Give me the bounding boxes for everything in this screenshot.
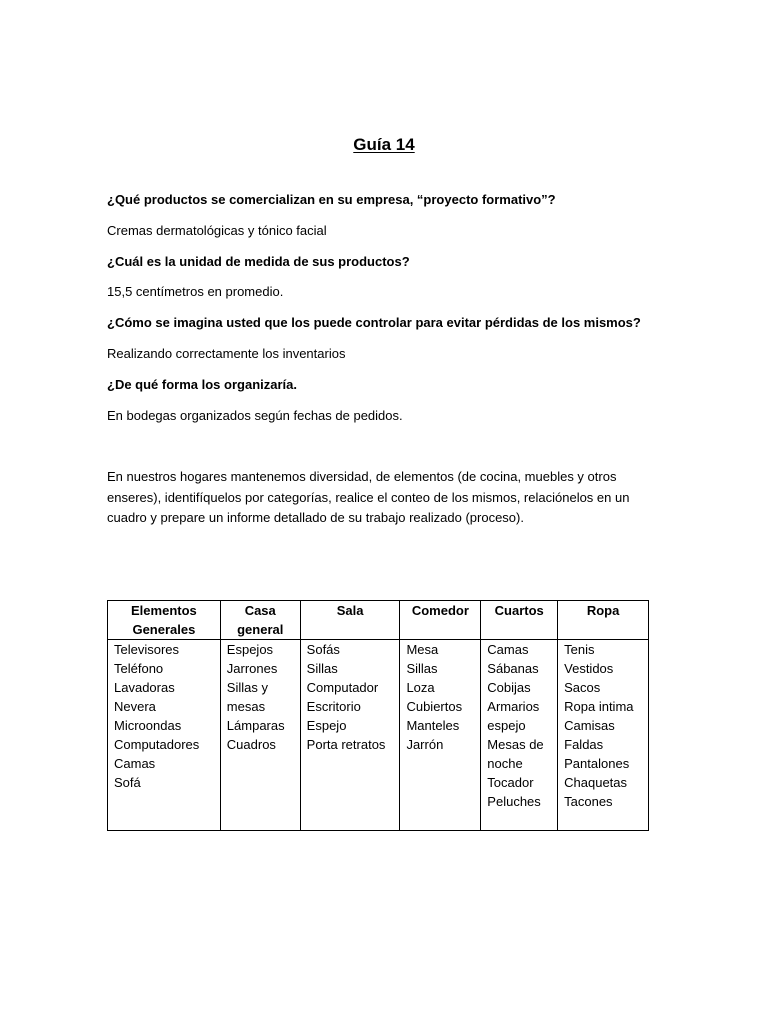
answer-1: Cremas dermatológicas y tónico facial: [107, 222, 327, 238]
list-item: Jarrón: [406, 737, 444, 752]
question-answer-section: [107, 190, 667, 436]
list-item: Armarios espejo: [487, 699, 540, 733]
list-item: Camas: [114, 756, 156, 771]
list-item: Faldas: [564, 737, 604, 752]
list-item: Sillas: [406, 661, 438, 676]
item-list: [227, 640, 294, 754]
list-item: Porta retratos: [306, 737, 386, 752]
inventory-table: [107, 600, 649, 831]
list-item: Sofás: [306, 642, 340, 657]
cell-sala: [300, 640, 400, 831]
header-ropa: Ropa: [558, 601, 649, 640]
list-item: Sacos: [564, 680, 601, 695]
list-item: Chaquetas: [564, 775, 628, 790]
question-3: ¿Cómo se imagina usted que los puede controlar para evitar pérdidas de los mismos?: [107, 315, 641, 331]
list-item: Escritorio: [306, 699, 361, 714]
list-item: Sofá: [114, 775, 141, 790]
header-comedor: Comedor: [400, 601, 481, 640]
list-item: Mesas de noche: [487, 737, 544, 771]
list-item: Sillas: [306, 661, 338, 676]
list-item: Tacones: [564, 794, 613, 809]
list-item: Pantalones: [564, 756, 630, 771]
list-item: Jarrones: [226, 661, 278, 676]
question-2: ¿Cuál es la unidad de medida de sus productos?: [107, 253, 410, 269]
list-item: Peluches: [487, 794, 541, 809]
list-item: Mesa: [406, 642, 439, 657]
item-list: [487, 640, 551, 811]
cell-comedor: [400, 640, 481, 831]
table-header-row: [108, 601, 649, 640]
list-item: Tenis: [564, 642, 595, 657]
list-item: Camas: [487, 642, 529, 657]
list-item: Manteles: [406, 718, 460, 733]
cell-elementos-generales: [108, 640, 221, 831]
instructions-paragraph: En nuestros hogares mantenemos diversidad, de elementos (de cocina, muebles y otros enseres), identifíquelos por categorías, realice el conteo de los mismos, relaciónelos en un cuadro y prepare un informe detallado de su trabajo realizado (proceso).: [107, 469, 630, 525]
list-item: Microondas: [114, 718, 182, 733]
item-list: [564, 640, 642, 811]
list-item: Vestidos: [564, 661, 614, 676]
list-item: Lámparas: [226, 718, 285, 733]
item-list: [307, 640, 394, 754]
list-item: Lavadoras: [114, 680, 175, 695]
header-cuartos: Cuartos: [481, 601, 558, 640]
cell-ropa: [558, 640, 649, 831]
table-row: [108, 640, 649, 831]
answer-2: 15,5 centímetros en promedio.: [107, 284, 284, 300]
header-elementos-generales: Elementos Generales: [108, 601, 221, 640]
header-casa-general: Casa general: [220, 601, 300, 640]
list-item: Computador: [306, 680, 379, 695]
list-item: Tocador: [487, 775, 534, 790]
list-item: Nevera: [114, 699, 156, 714]
page-title: Guía 14: [353, 135, 415, 155]
question-1: ¿Qué productos se comercializan en su empresa, “proyecto formativo”?: [107, 192, 556, 207]
list-item: Sábanas: [487, 661, 539, 676]
list-item: Computadores: [114, 737, 200, 752]
item-list: [114, 640, 214, 792]
cell-casa-general: [220, 640, 300, 831]
cell-cuartos: [481, 640, 558, 831]
answer-4: En bodegas organizados según fechas de pedidos.: [107, 407, 403, 423]
list-item: Cubiertos: [406, 699, 463, 714]
question-4: ¿De qué forma los organizaría.: [107, 376, 297, 392]
list-item: Camisas: [564, 718, 615, 733]
header-sala: Sala: [300, 601, 400, 640]
list-item: Cobijas: [487, 680, 531, 695]
list-item: Sillas y mesas: [226, 680, 268, 714]
list-item: Teléfono: [114, 661, 164, 676]
list-item: Loza: [406, 680, 435, 695]
list-item: Espejo: [306, 718, 347, 733]
list-item: Ropa intima: [564, 699, 634, 714]
item-list: [406, 640, 474, 754]
list-item: Televisores: [114, 642, 180, 657]
answer-3: Realizando correctamente los inventarios: [107, 345, 346, 361]
list-item: Cuadros: [226, 737, 276, 752]
list-item: Espejos: [226, 642, 274, 657]
